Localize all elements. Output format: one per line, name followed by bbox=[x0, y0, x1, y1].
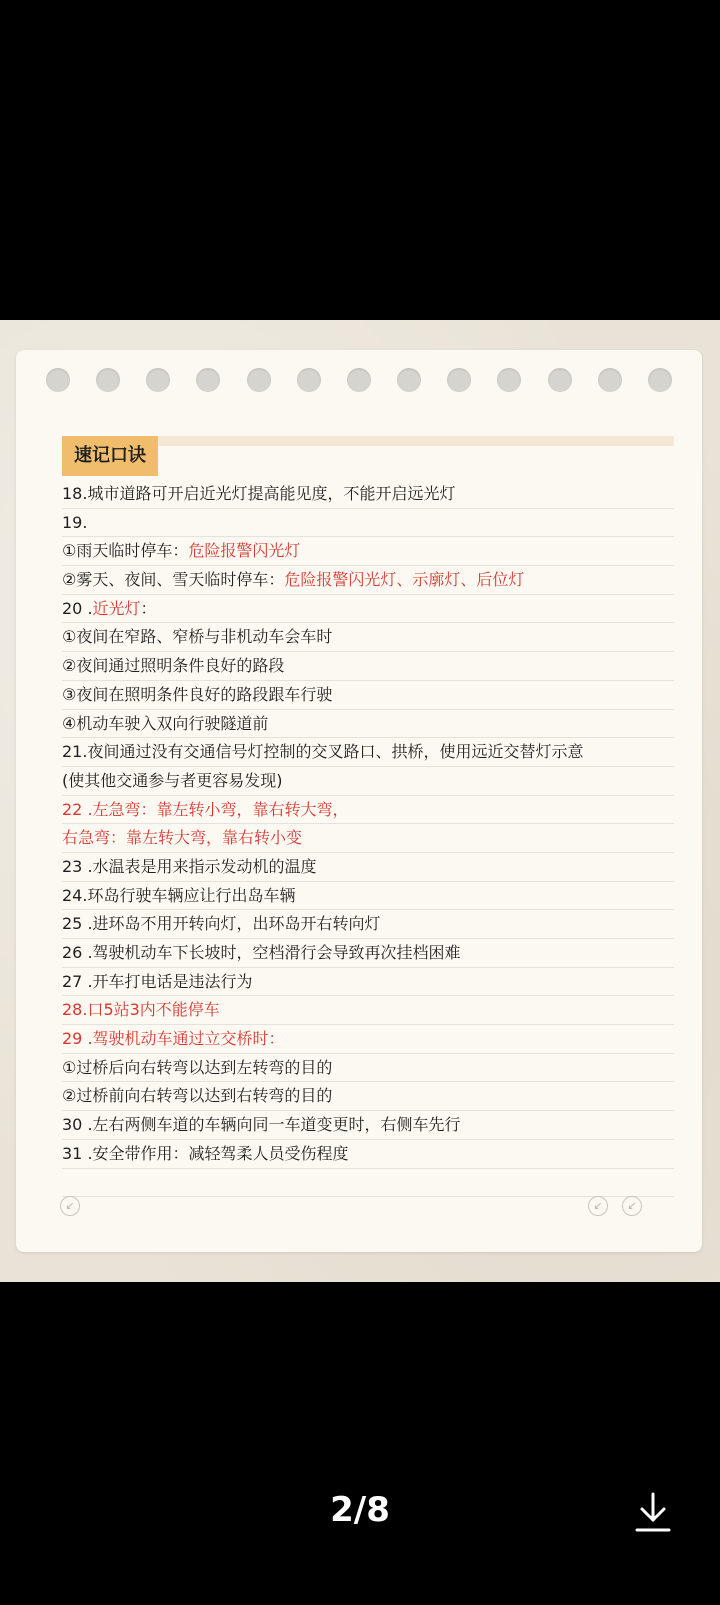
page-counter: 2/8 bbox=[330, 1490, 390, 1530]
highlighted-text: 29 .驾驶机动车通过立交桥时： bbox=[62, 1029, 285, 1049]
binder-hole bbox=[497, 368, 521, 392]
corner-arrow-icon: ↙ bbox=[622, 1196, 642, 1216]
note-line bbox=[62, 882, 674, 911]
binder-hole bbox=[297, 368, 321, 392]
line-text: ①夜间在窄路、窄桥与非机动车会车时 bbox=[62, 627, 333, 647]
note-line bbox=[62, 1054, 674, 1083]
line-text: 18.城市道路可开启近光灯提高能见度，不能开启远光灯 bbox=[62, 484, 456, 503]
line-text: 31 .安全带作用：减轻驾柔人员受伤程度 bbox=[62, 1143, 349, 1163]
line-text: 27 .开车打电话是违法行为 bbox=[62, 971, 253, 991]
binder-hole bbox=[46, 368, 70, 392]
highlighted-text: 近光灯 bbox=[92, 598, 141, 618]
note-line bbox=[62, 910, 674, 939]
note-lines bbox=[62, 480, 674, 1197]
line-text: ①过桥后向右转弯以达到左转弯的目的 bbox=[62, 1057, 333, 1077]
line-text: 24.环岛行驶车辆应让行出岛车辆 bbox=[62, 885, 296, 905]
line-text: ： bbox=[140, 598, 157, 618]
note-line bbox=[62, 566, 674, 595]
line-text: ③夜间在照明条件良好的路段跟车行驶 bbox=[62, 684, 333, 704]
note-line bbox=[62, 623, 674, 652]
note-line bbox=[62, 509, 674, 538]
note-card bbox=[16, 350, 702, 1252]
note-line bbox=[62, 939, 674, 968]
note-image[interactable] bbox=[0, 320, 720, 1282]
line-text: ④机动车驶入双向行驶隧道前 bbox=[62, 713, 269, 733]
line-text: ②夜间通过照明条件良好的路段 bbox=[62, 656, 285, 676]
corner-arrow-icon: ↙ bbox=[60, 1196, 80, 1216]
line-text: 23 .水温表是用来指示发动机的温度 bbox=[62, 856, 317, 876]
binder-hole bbox=[146, 368, 170, 392]
note-line bbox=[62, 738, 674, 767]
highlighted-text: 危险报警闪光灯、示廓灯、后位灯 bbox=[284, 570, 525, 590]
note-line bbox=[62, 996, 674, 1025]
highlighted-text: 右急弯：靠左转大弯，靠右转小变 bbox=[62, 828, 303, 848]
note-line bbox=[62, 595, 674, 624]
line-text: 26 .驾驶机动车下长坡时，空档滑行会导致再次挂档困难 bbox=[62, 943, 461, 962]
note-line bbox=[62, 652, 674, 681]
highlighted-text: 28.口5站3内不能停车 bbox=[62, 1000, 220, 1020]
note-line bbox=[62, 1111, 674, 1140]
line-text: ②雾天、夜间、雪天临时停车： bbox=[62, 570, 285, 590]
note-line bbox=[62, 824, 674, 853]
binder-hole bbox=[648, 368, 672, 392]
corner-arrow-icon: ↙ bbox=[588, 1196, 608, 1216]
binder-hole bbox=[96, 368, 120, 392]
line-text: ②过桥前向右转弯以达到右转弯的目的 bbox=[62, 1086, 333, 1106]
binder-hole bbox=[397, 368, 421, 392]
binder-hole bbox=[598, 368, 622, 392]
note-line bbox=[62, 537, 674, 566]
download-icon[interactable] bbox=[634, 1490, 672, 1534]
line-text: (使其他交通参与者更容易发现) bbox=[62, 770, 283, 790]
note-line bbox=[62, 1025, 674, 1054]
line-text: ①雨天临时停车： bbox=[62, 541, 189, 561]
line-text: 21.夜间通过没有交通信号灯控制的交叉路口、拱桥，使用远近交替灯示意 bbox=[62, 742, 584, 762]
title-badge: 速记口诀 bbox=[62, 436, 158, 476]
note-line bbox=[62, 1140, 674, 1169]
binder-hole bbox=[196, 368, 220, 392]
note-line bbox=[62, 853, 674, 882]
note-line bbox=[62, 480, 674, 509]
line-text: 20 . bbox=[62, 598, 93, 618]
note-line bbox=[62, 767, 674, 796]
line-text: 25 .进环岛不用开转向灯，出环岛开右转向灯 bbox=[62, 914, 381, 934]
line-text: 19. bbox=[62, 512, 88, 532]
note-line bbox=[62, 710, 674, 739]
binder-holes bbox=[46, 368, 672, 394]
note-line bbox=[62, 681, 674, 710]
binder-hole bbox=[548, 368, 572, 392]
note-line bbox=[62, 1082, 674, 1111]
binder-hole bbox=[247, 368, 271, 392]
line-text: 30 .左右两侧车道的车辆向同一车道变更时，右侧车先行 bbox=[62, 1115, 461, 1135]
highlighted-text: 危险报警闪光灯 bbox=[188, 541, 301, 561]
note-line bbox=[62, 968, 674, 997]
binder-hole bbox=[347, 368, 371, 392]
note-line bbox=[62, 1169, 674, 1198]
section-title bbox=[62, 436, 674, 476]
binder-hole bbox=[447, 368, 471, 392]
note-line bbox=[62, 796, 674, 825]
highlighted-text: 22 .左急弯：靠左转小弯，靠右转大弯， bbox=[62, 799, 349, 819]
